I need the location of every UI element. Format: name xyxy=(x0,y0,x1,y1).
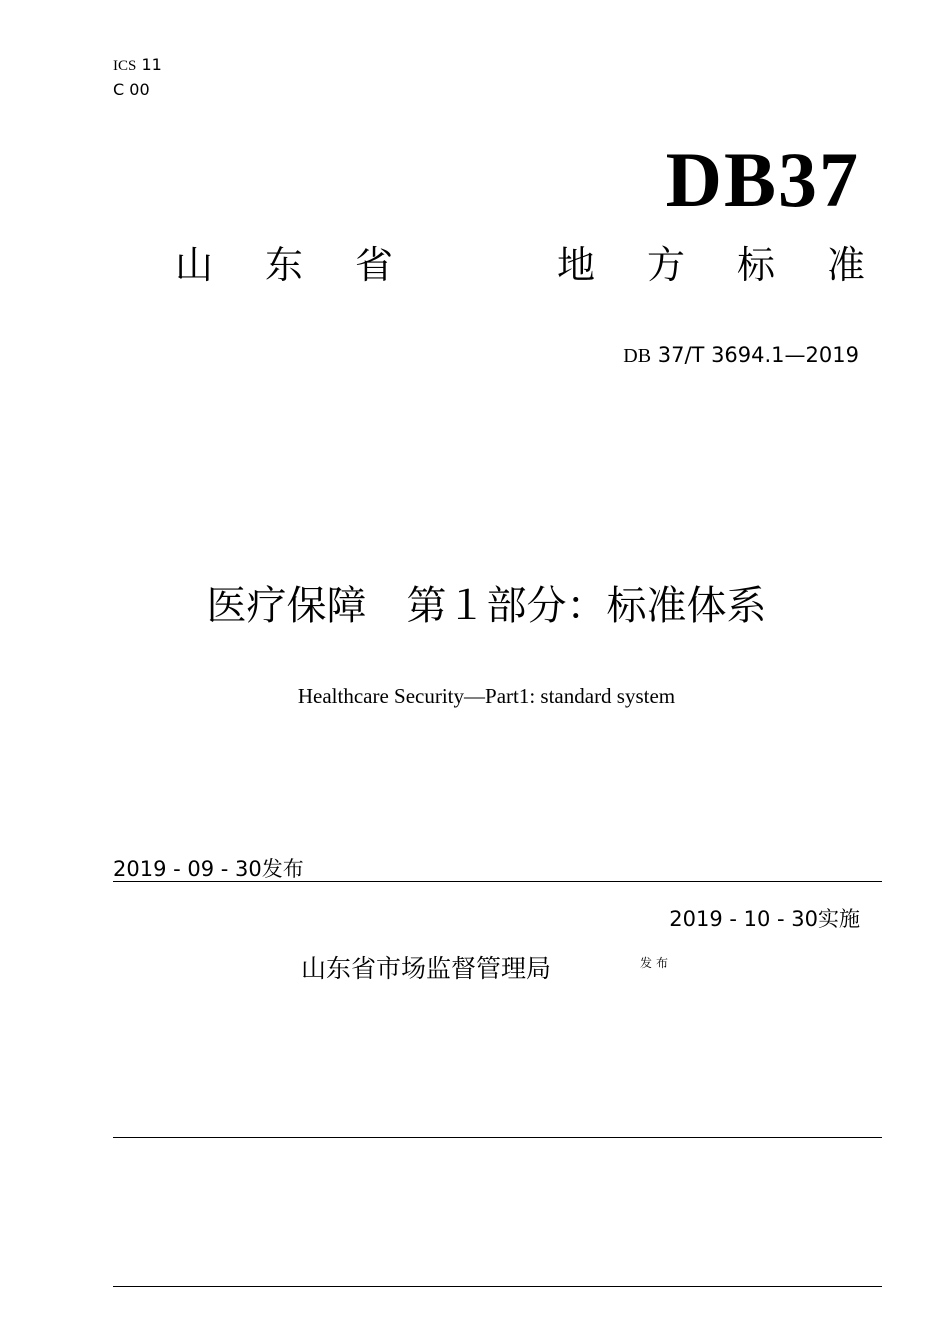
divider-line xyxy=(113,1137,882,1138)
ics-value: 11 xyxy=(141,55,162,74)
title-char: 山 xyxy=(175,243,214,287)
standard-number-prefix: DB xyxy=(623,345,652,367)
divider-line xyxy=(113,881,882,882)
standard-number-suffix: 3694.1—2019 xyxy=(711,343,859,367)
issuing-authority: 山东省市场监督管理局 xyxy=(301,954,552,983)
provincial-standard-title xyxy=(175,240,865,290)
title-char: 标 xyxy=(736,243,775,287)
title-gap xyxy=(445,240,505,290)
standard-db-code: DB37 xyxy=(665,136,860,223)
issuing-suffix: 发布 xyxy=(640,956,673,970)
document-title-chinese: 医疗保障 第１部分：标准体系 xyxy=(206,583,767,629)
title-char: 准 xyxy=(826,243,865,287)
document-title-english: Healthcare Security—Part1: standard system xyxy=(297,684,676,708)
title-char: 地 xyxy=(556,243,595,287)
title-char: 省 xyxy=(355,243,394,287)
implement-date: 2019 - 10 - 30实施 xyxy=(669,907,860,931)
ccs-code: C 00 xyxy=(113,80,150,99)
divider-line xyxy=(113,1286,882,1287)
ics-code xyxy=(113,54,162,77)
ics-label: ICS xyxy=(113,58,137,74)
title-char: 东 xyxy=(265,243,304,287)
standard-number xyxy=(623,341,859,370)
publish-date: 2019 - 09 - 30发布 xyxy=(113,857,304,881)
title-char: 方 xyxy=(646,243,685,287)
standard-number-body: 37/T xyxy=(657,343,705,367)
